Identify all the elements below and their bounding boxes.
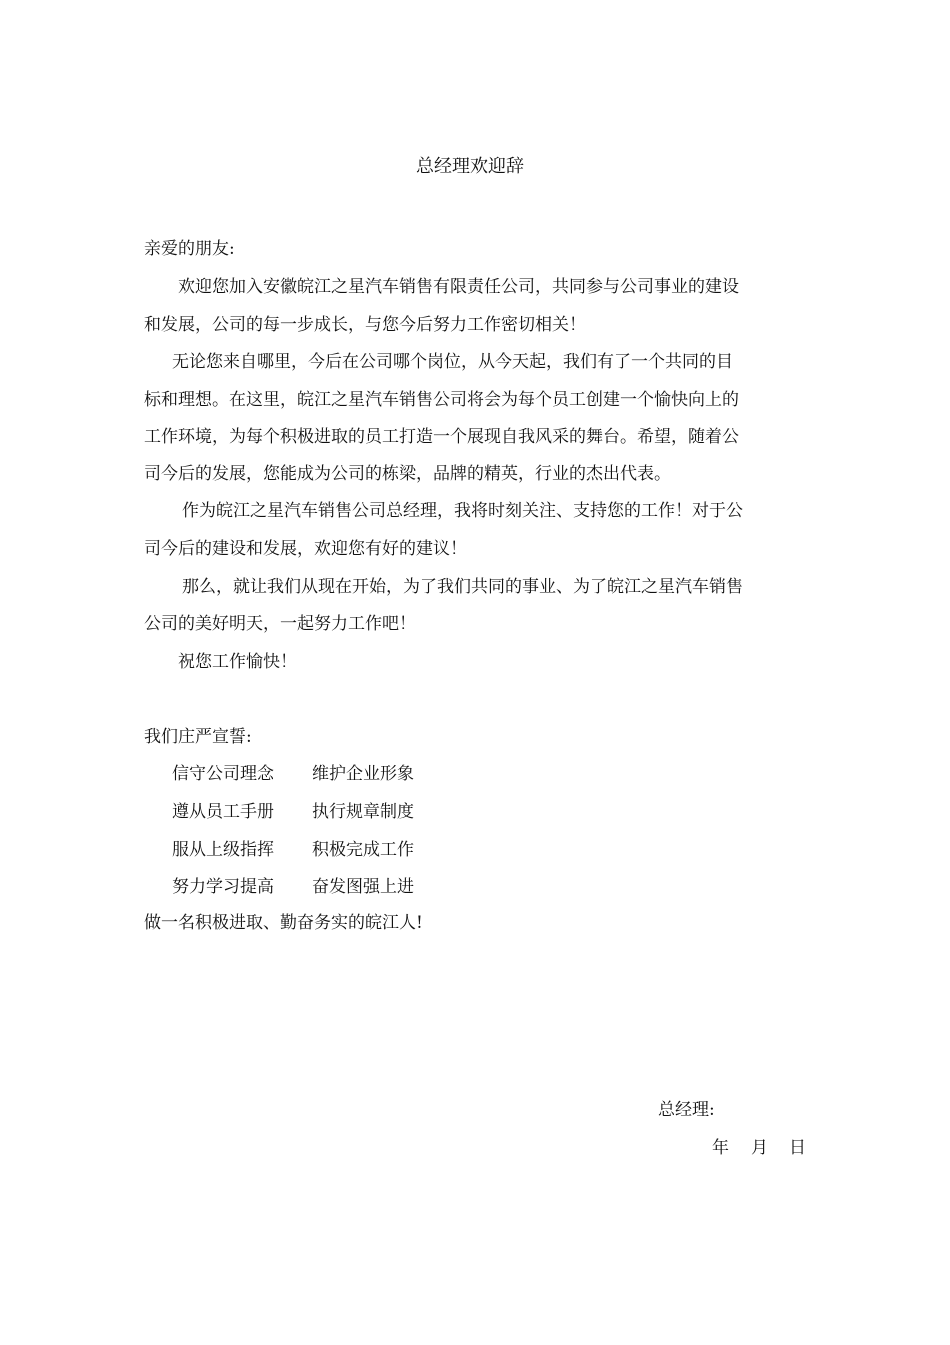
oath-item: 信守公司理念 (172, 764, 274, 784)
oath-closing: 做一名积极进取、勤奋务实的皖江人! (144, 913, 423, 933)
oath-item: 服从上级指挥 (172, 840, 274, 860)
oath-item: 执行规章制度 (312, 802, 414, 822)
date-month: 月 (751, 1138, 768, 1158)
date-day: 日 (789, 1138, 806, 1158)
body-line: 司今后的发展，您能成为公司的栋梁，品牌的精英，行业的杰出代表。 (144, 464, 671, 484)
oath-item: 积极完成工作 (312, 840, 414, 860)
oath-heading: 我们庄严宣誓: (144, 727, 252, 747)
salutation: 亲爱的朋友: (144, 239, 235, 259)
body-line: 祝您工作愉快！ (178, 652, 297, 672)
body-line: 那么，就让我们从现在开始，为了我们共同的事业、为了皖江之星汽车销售 (182, 577, 743, 597)
body-line: 和发展，公司的每一步成长，与您今后努力工作密切相关！ (144, 315, 586, 335)
body-line: 作为皖江之星汽车销售公司总经理，我将时刻关注、支持您的工作！对于公 (182, 501, 743, 521)
body-line: 司今后的建设和发展，欢迎您有好的建议！ (144, 539, 467, 559)
signature-label: 总经理: (658, 1100, 715, 1120)
body-line: 欢迎您加入安徽皖江之星汽车销售有限责任公司，共同参与公司事业的建设 (178, 277, 739, 297)
oath-item: 遵从员工手册 (172, 802, 274, 822)
body-line: 标和理想。在这里，皖江之星汽车销售公司将会为每个员工创建一个愉快向上的 (144, 390, 739, 410)
body-line: 工作环境，为每个积极进取的员工打造一个展现自我风采的舞台。希望，随着公 (144, 427, 739, 447)
body-line: 无论您来自哪里，今后在公司哪个岗位，从今天起，我们有了一个共同的目 (172, 352, 733, 372)
oath-item: 维护企业形象 (312, 764, 414, 784)
oath-item: 奋发图强上进 (312, 877, 414, 897)
page-title: 总经理欢迎辞 (416, 156, 524, 177)
body-line: 公司的美好明天，一起努力工作吧！ (144, 614, 416, 634)
oath-item: 努力学习提高 (172, 877, 274, 897)
date-year: 年 (712, 1138, 729, 1158)
